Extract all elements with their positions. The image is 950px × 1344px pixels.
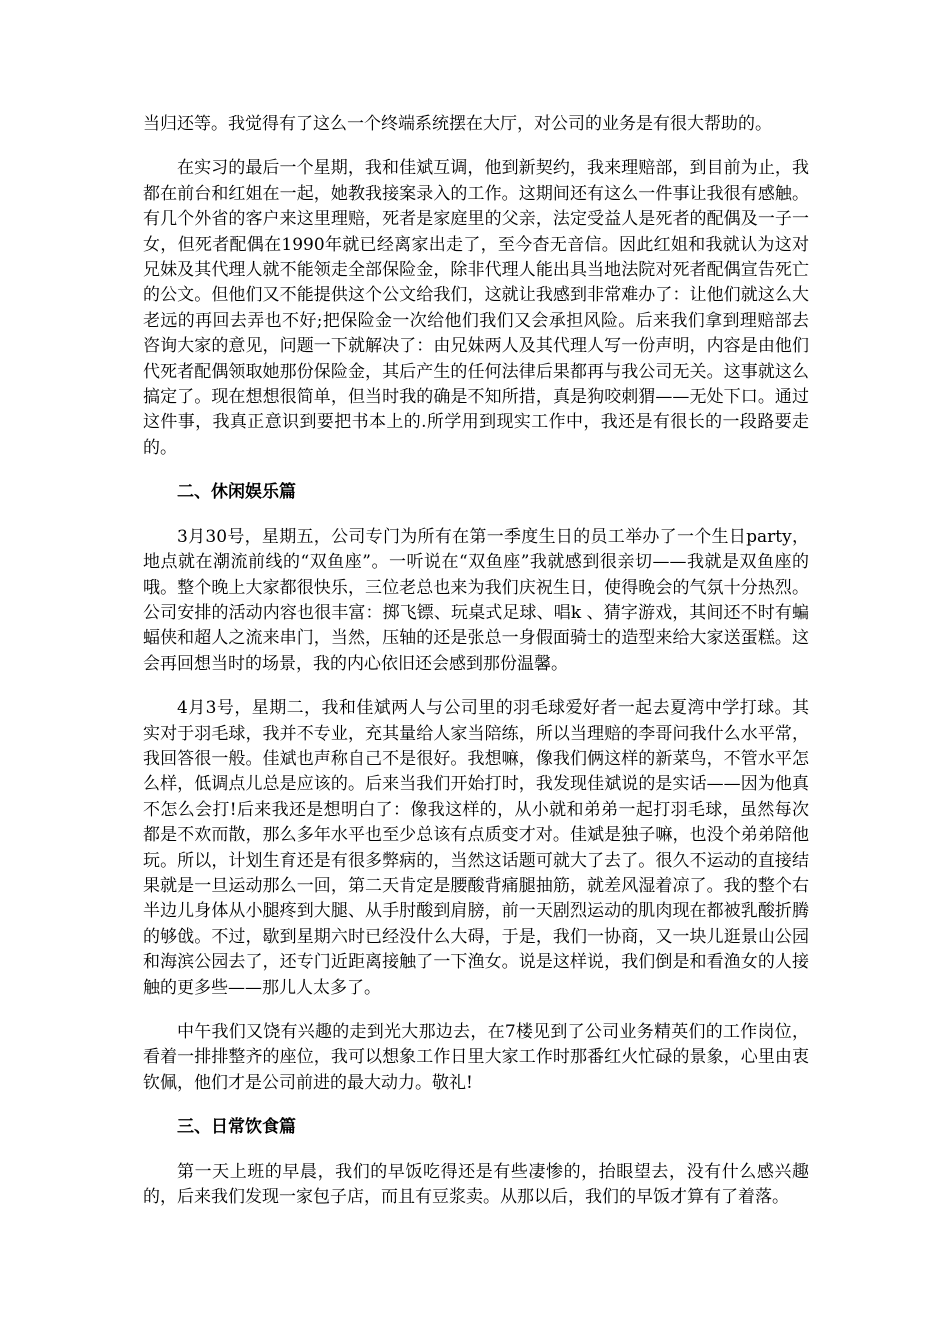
- paragraph-continuation: 当归还等。我觉得有了这么一个终端系统摆在大厅，对公司的业务是有很大帮助的。: [143, 114, 772, 134]
- section-heading-leisure: 二、休闲娱乐篇: [177, 482, 296, 503]
- section-heading-food: 三、日常饮食篇: [177, 1117, 296, 1138]
- paragraph-birthday-party: 3月30号，星期五，公司专门为所有在第一季度生日的员工举办了一个生日party，地点就在潮流前线的“双鱼座”。一听说在“双鱼座”我就感到很亲切——我就是双鱼座的哦。整个晚上大家都很快乐，三位老总也来为我们庆祝生日，使得晚会的气氛十分热烈。公司安排的活动内容也很丰富：掷飞镖、玩桌式足球、唱k 、猜字游戏，其间还不时有蝙蝠侠和超人之流来串门，当然，压轴的还是张总一身假面骑士的造型来给大家送蛋糕。这会再回想当时的场景，我的内心依旧还会感到那份温馨。: [143, 526, 809, 674]
- paragraph-office-visit: 中午我们又饶有兴趣的走到光大那边去，在7楼见到了公司业务精英们的工作岗位，看着一排排整齐的座位，我可以想象工作日里大家工作时那番红火忙碌的景象，心里由衷钦佩，他们才是公司前进的最大动力。敬礼!: [143, 1022, 809, 1093]
- paragraph-breakfast: 第一天上班的早晨，我们的早饭吃得还是有些凄惨的，抬眼望去，没有什么感兴趣的，后来我们发现一家包子店，而且有豆浆卖。从那以后，我们的早饭才算有了着落。: [143, 1161, 809, 1208]
- paragraph-badminton: 4月3号，星期二，我和佳斌两人与公司里的羽毛球爱好者一起去夏湾中学打球。其实对于羽毛球，我并不专业，充其量给人家当陪练，所以当理赔的李哥问我什么水平常，我回答很一般。佳斌也声称自己不是很好。我想嘛，像我们俩这样的新菜鸟，不管水平怎么样，低调点儿总是应该的。后来当我们开始打时，我发现佳斌说的是实话——因为他真不怎么会打!后来我还是想明白了：像我这样的，从小就和弟弟一起打羽毛球，虽然每次都是不欢而散，那么多年水平也至少总该有点质变才对。佳斌是独子嘛，也没个弟弟陪他玩。所以，计划生育还是有很多弊病的，当然这话题可就大了去了。很久不运动的直接结果就是一旦运动那么一回，第二天肯定是腰酸背痛腿抽筋，就差风湿着凉了。我的整个右半边儿身体从小腿疼到大腿、从手肘酸到肩膀，前一天剧烈运动的肌肉现在都被乳酸折腾的够戗。不过，歇到星期六时已经没什么大碍，于是，我们一协商，又一块儿逛景山公园和海滨公园去了，还专门近距离接触了一下渔女。说是这样说，我们倒是和看渔女的人接触的更多些——那儿人太多了。: [143, 698, 809, 998]
- document-page: [143, 112, 809, 1229]
- paragraph-claims-internship: 在实习的最后一个星期，我和佳斌互调，他到新契约，我来理赔部，到目前为止，我都在前台和红姐在一起，她教我接案录入的工作。这期间还有这么一件事让我很有感触。有几个外省的客户来这里理赔，死者是家庭里的父亲，法定受益人是死者的配偶及一子一女，但死者配偶在1990年就已经离家出走了，至今杳无音信。因此红姐和我就认为这对兄妹及其代理人就不能领走全部保险金，除非代理人能出具当地法院对死者配偶宣告死亡的公文。但他们又不能提供这个公文给我们，这就让我感到非常难办了：让他们就这么大老远的再回去弄也不好;把保险金一次给他们我们又会承担风险。后来我们拿到理赔部去咨询大家的意见，问题一下就解决了：由兄妹两人及其代理人写一份声明，内容是由他们代死者配偶领取她那份保险金，其后产生的任何法律后果都再与我公司无关。这事就这么搞定了。现在想想很简单，但当时我的确是不知所措，真是狗咬刺猬——无处下口。通过这件事，我真正意识到要把书本上的.所学用到现实工作中，我还是有很长的一段路要走的。: [143, 158, 809, 458]
